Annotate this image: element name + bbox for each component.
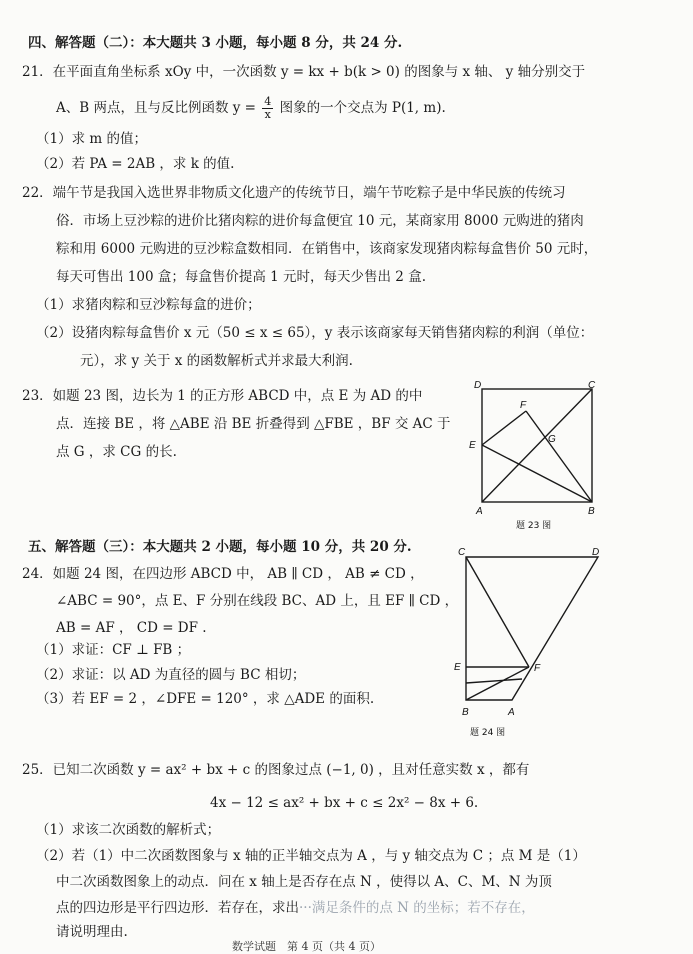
- q24-segment-cf: [466, 557, 529, 667]
- q21-line-2: [56, 96, 446, 121]
- q23-diagonal-ac: [482, 389, 592, 502]
- q24-label-e: E: [454, 662, 461, 673]
- q21-fraction-denominator: x: [264, 108, 271, 121]
- q24-segment-aux: [466, 679, 522, 683]
- q23-label-d: D: [474, 380, 482, 391]
- q24-line-1: 24．如题 24 图，在四边形 ABCD 中， AB ∥ CD ， AB ≠ CD ，: [22, 566, 424, 582]
- q25-line-1: 25．已知二次函数 y = ax² + bx + c 的图象过点 (−1, 0) ，且对任意实数 x ，都有: [22, 762, 530, 778]
- q23-figure: [464, 376, 614, 536]
- q23-line-3: 点 G ，求 CG 的长.: [56, 444, 177, 460]
- q24-line-2: ∠ABC = 90°，点 E、F 分别在线段 BC、AD 上，且 EF ∥ CD ，: [56, 593, 459, 609]
- q25-formula: 4x − 12 ≤ ax² + bx + c ≤ 2x² − 8x + 6.: [210, 795, 479, 811]
- q23-label-e: E: [469, 440, 476, 451]
- q23-caption: 题 23 图: [516, 521, 552, 531]
- q25-part-2-cont-3: 请说明理由.: [56, 924, 128, 940]
- q21-fraction: [262, 96, 273, 121]
- q24-segment-bf: [466, 667, 529, 700]
- q22-line-3: 粽和用 6000 元购进的豆沙粽盒数相同．在销售中，该商家发现猪肉粽每盒售价 50 元时，: [56, 241, 598, 257]
- q22-line-1: 22．端午节是我国入选世界非物质文化遗产的传统节日，端午节吃粽子是中华民族的传统习: [22, 185, 566, 201]
- q21-part-1: （1）求 m 的值；: [36, 131, 147, 147]
- q23-label-g: G: [548, 434, 556, 445]
- q22-line-4: 每天可售出 100 盒；每盒售价提高 1 元时，每天少售出 2 盒.: [56, 269, 426, 285]
- q24-label-a: A: [508, 707, 515, 718]
- q24-part-3: （3）若 EF = 2 ，∠DFE = 120° ，求 △ADE 的面积.: [36, 691, 375, 707]
- q23-label-a: A: [476, 506, 483, 517]
- q24-line-3: AB = AF ， CD = DF .: [56, 620, 207, 636]
- q25-part-2-cont: 中二次函数图象上的动点．问在 x 轴上是否存在点 N ，使得以 A、C、M、N 为顶: [56, 874, 552, 890]
- q23-line-1: 23．如题 23 图，边长为 1 的正方形 ABCD 中，点 E 为 AD 的中: [22, 388, 423, 404]
- q21-line-1: 21．在平面直角坐标系 xOy 中，一次函数 y = kx + b(k > 0) 的图象与 x 轴、 y 轴分别交于: [22, 64, 586, 80]
- q22-line-2: 俗．市场上豆沙粽的进价比猪肉粽的进价每盒便宜 10 元，某商家用 8000 元购进的猪肉: [56, 213, 584, 229]
- q23-segment-fb: [526, 411, 592, 502]
- q21-part-2: （2）若 PA = 2AB ，求 k 的值.: [36, 156, 235, 172]
- q23-label-f: F: [520, 400, 527, 411]
- q24-label-b: B: [462, 707, 469, 718]
- q24-part-2: （2）求证：以 AD 为直径的圆与 BC 相切；: [36, 667, 306, 683]
- q24-part-1: （1）求证：CF ⊥ FB ；: [36, 642, 191, 658]
- q22-part-1: （1）求猪肉粽和豆沙粽每盒的进价；: [36, 297, 261, 313]
- q21-line-2a: A、B 两点，且与反比例函数 y =: [56, 100, 256, 116]
- page-footer: 数学试题 第 4 页（共 4 页）: [232, 940, 381, 953]
- q23-segment-ef: [482, 411, 526, 445]
- q25-part-1: （1）求该二次函数的解析式；: [36, 822, 221, 838]
- q25-part-2-cont-2-watermarked: ···满足条件的点 N 的坐标；若不存在，: [299, 900, 535, 916]
- q22-part-2: （2）设猪肉粽每盒售价 x 元（50 ≤ x ≤ 65），y 表示该商家每天销售猪肉粽的利润（单位：: [36, 325, 594, 341]
- q24-label-c: C: [458, 547, 466, 558]
- q23-label-b: B: [588, 506, 595, 517]
- q21-line-2b: 图象的一个交点为 P(1, m).: [279, 100, 446, 116]
- q21-fraction-numerator: 4: [264, 95, 272, 108]
- q24-label-f: F: [534, 663, 541, 674]
- section-5-header: 五、解答题（三）：本大题共 2 小题，每小题 10 分，共 20 分.: [28, 539, 412, 555]
- q25-part-2-cont-2a: 点的四边形是平行四边形．若存在，求出: [56, 900, 299, 916]
- q25-part-2: （2）若（1）中二次函数图象与 x 轴的正半轴交点为 A ，与 y 轴交点为 C ；点 M 是（1）: [36, 848, 586, 864]
- q24-caption: 题 24 图: [470, 728, 506, 738]
- q23-line-2: 点．连接 BE ，将 △ABE 沿 BE 折叠得到 △FBE ，BF 交 AC 于: [56, 416, 451, 432]
- q24-figure: [450, 543, 610, 741]
- q25-part-2-cont-2: [56, 898, 535, 918]
- q23-label-c: C: [588, 380, 596, 391]
- q22-part-2-cont: 元），求 y 关于 x 的函数解析式并求最大利润.: [80, 353, 353, 369]
- q24-quadrilateral: [466, 557, 598, 700]
- q24-label-d: D: [592, 547, 600, 558]
- section-4-header: 四、解答题（二）：本大题共 3 小题，每小题 8 分，共 24 分.: [28, 35, 403, 51]
- q23-segment-be: [482, 445, 592, 502]
